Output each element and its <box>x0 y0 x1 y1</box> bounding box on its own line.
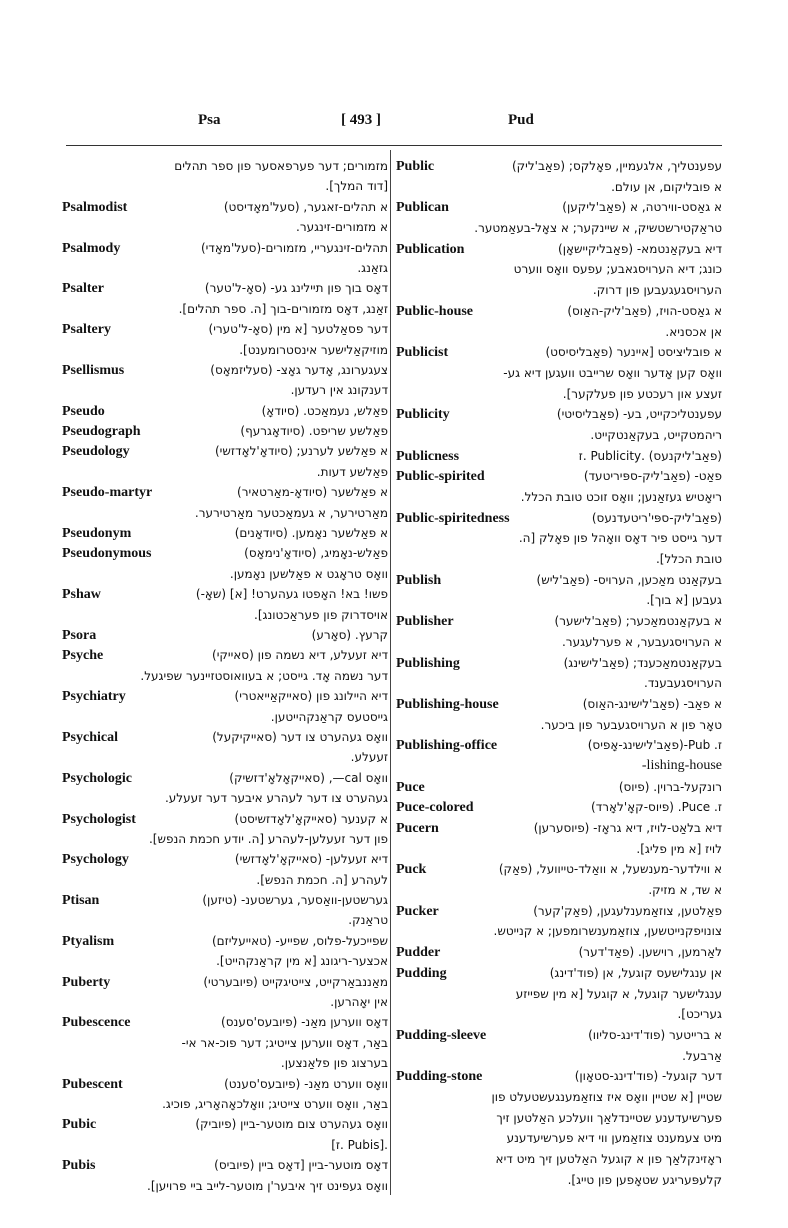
definition-text: מאַרטירער, א געמאַכטער מאַרטירער. <box>194 505 388 520</box>
definition-text: דיא זעעלע, דיא נשמה פון (סאייקי) <box>212 648 388 663</box>
entry-continuation <box>62 1053 388 1073</box>
entry-continuation <box>62 1176 388 1196</box>
definition-text: ז. Puce. (פיוס-קאָ'לאָרד) <box>591 800 722 815</box>
headword: Pseudo-martyr <box>62 485 153 501</box>
dictionary-entry <box>62 1074 388 1094</box>
definition-text: ענגלישער קוגעל, א קוגעל [א מין שפייזע <box>515 986 722 1001</box>
definition-text: תהלים-זינגעריי, מזמורים-(סעל'מאָדי) <box>200 240 388 255</box>
definition-text: א בעקאַנטמאַכער; (פאַב'לישער) <box>554 614 722 629</box>
headword: Ptyalism <box>62 933 115 949</box>
definition-text: צונויפקנייטשען, צוזאַמענשרומפען; א קנייטש. <box>493 924 722 939</box>
definition-text: פאַלטען, צוזאַמענלעגען, (פאַק'קער) <box>533 903 722 918</box>
entry-continuation <box>62 1135 388 1155</box>
dictionary-entry <box>396 404 722 425</box>
headword: Psalter <box>62 281 104 297</box>
headword: Puck <box>396 862 427 878</box>
definition-text: וואָס געהערט צו דער (סאייקיקעל) <box>212 729 388 744</box>
dictionary-entry <box>396 446 722 467</box>
headword: Psychiatry <box>62 689 126 705</box>
headword: Pseudonymous <box>62 546 152 562</box>
entry-continuation <box>396 363 722 384</box>
definition-text: דער גייסט פיר דאָס וואָהל פון פאָלק [ה. <box>518 531 722 546</box>
entry-continuation <box>396 756 722 777</box>
page-number: [ 493 ] <box>341 112 381 128</box>
entry-continuation <box>396 715 722 736</box>
definition-text: הערויסגעבענד. <box>644 676 722 691</box>
definition-text: (פאַב'ליק-ספּי'ריטעדנעס) <box>591 510 722 525</box>
entry-continuation <box>62 788 388 808</box>
definition-text: מאַננבאַרקייט, צייטיגקייט (פיובערטי) <box>203 974 388 989</box>
entry-continuation <box>396 1170 722 1191</box>
definition-text: גערשטען-וואַסער, גערשטענ- (טיזען) <box>202 893 388 908</box>
entry-continuation <box>62 1094 388 1114</box>
definition-text: בעקאַנט מאַכען, הערויס- (פאַב'ליש) <box>536 572 722 587</box>
definition-text: א פובליקום, אן עולם. <box>611 179 722 194</box>
dictionary-entry <box>62 278 388 298</box>
definition-text: מיט צעמענט צוזאַמען ווי דיא פערשיעדענע <box>506 1131 722 1146</box>
column-divider <box>390 150 391 1195</box>
definition-text: שפייכעל-פלוס, שפייע- (טאייעליזם) <box>211 933 388 948</box>
definition-text: עפענטליכקייט, בע- (פאַבליסיטי) <box>556 407 722 422</box>
definition-text: פאַלש, נעמאַכט. (סיודאָ) <box>261 403 388 418</box>
entry-continuation <box>62 747 388 767</box>
headword: Puberty <box>62 974 111 990</box>
definition-text: באַר, דאָס ווערען צייטיג; דער פוכ-אר אי- <box>181 1035 388 1050</box>
definition-text: ראָזינקלאַך פון א קוגעל האַלטען זיך מיט דיא <box>495 1152 722 1166</box>
entry-continuation <box>62 217 388 237</box>
dictionary-entry <box>396 777 722 798</box>
header-rule <box>66 145 722 146</box>
definition-text: טראַנק. <box>348 913 388 928</box>
headword: Psyche <box>62 648 104 664</box>
dictionary-entry <box>396 466 722 487</box>
definition-text: אין יאָהרען. <box>330 995 388 1010</box>
dictionary-entry <box>62 1155 388 1175</box>
headword: Pseudology <box>62 444 130 460</box>
dictionary-entry <box>396 508 722 529</box>
headword: Public-spirited <box>396 469 485 485</box>
definition-text: וואָס קען אָדער וואָס שרייבט וועגען דיא גע- <box>503 365 722 380</box>
definition-text: א ברייטער (פוד'דינג-סליוו) <box>588 1027 722 1042</box>
headword: Publishing-office <box>396 738 498 754</box>
entry-continuation <box>62 1033 388 1053</box>
headword: Pubescence <box>62 1015 131 1031</box>
dictionary-entry <box>396 694 722 715</box>
dictionary-entry <box>62 849 388 869</box>
definition-text: דיא בעקאַנטמא- (פאַבליקיישאָן) <box>558 241 722 256</box>
dictionary-entry <box>62 972 388 992</box>
headword: Publish <box>396 572 442 588</box>
definition-text: זעצע און רעכטע פון פעלקער]. <box>562 386 722 401</box>
definition-text: טראַקטירשטשיק, א שיינקער; א צאָל-בעאַמטער. <box>474 221 722 236</box>
headword: Pseudo <box>62 403 105 419</box>
definition-text: דאָס בוך פון תיילינג גע- (סאָ-ל'טער) <box>204 281 388 296</box>
definition-text: דאָס מוטער-ביין [דאָס ביין (פיוביס) <box>214 1158 388 1173</box>
headword: Public <box>396 159 435 174</box>
entry-continuation <box>62 605 388 625</box>
definition-text: א מזמורים-זינגער. <box>296 220 388 235</box>
dictionary-entry <box>62 401 388 421</box>
dictionary-entry <box>62 482 388 502</box>
dictionary-entry <box>396 942 722 963</box>
left-guide-word: Psa <box>198 112 221 128</box>
definition-text: זאַנג, דאָס מזמורים-בוך [ה. ספר תהלים]. <box>178 301 388 316</box>
definition-text: עפענטליך, אלגעמיין, פאָלקס; (פאַב'ליק) <box>511 159 722 173</box>
entry-continuation <box>62 992 388 1012</box>
dictionary-entry <box>396 859 722 880</box>
definition-text: וואָס טראָגט א פאַלשען נאָמען. <box>229 566 388 581</box>
headword: Publicness <box>396 448 460 464</box>
definition-text: דיא זעעלען- (סאייקאָ'לאָדזשי) <box>234 852 388 867</box>
definition-text: פאַלש-נאָמיג, (סיודאָ'נימאָס) <box>244 546 388 561</box>
headword: Public-spiritedness <box>396 510 510 526</box>
entry-continuation <box>396 218 722 239</box>
definition-text: קלעפּעריגע שטאָפען פון טייג]. <box>567 1172 722 1187</box>
entry-continuation <box>62 951 388 971</box>
dictionary-entry <box>396 653 722 674</box>
definition-text: ז. Pub-(פאַב'לישינג-אָפיס) <box>587 738 722 753</box>
dictionary-entry <box>396 797 722 818</box>
headword: Pubescent <box>62 1076 123 1092</box>
definition-text: א גאַסט-ווירטה, א (פאַב'ליקען) <box>562 200 722 215</box>
entry-continuation <box>62 829 388 849</box>
headword: Ptisan <box>62 893 100 909</box>
entry-continuation <box>396 1128 722 1149</box>
entry-continuation <box>62 299 388 319</box>
headword: Psaltery <box>62 322 111 338</box>
definition-text: אויסדרוק פון פעראַכטונג]. <box>254 607 388 622</box>
definition-text: פערשיעדענע שטיינדלאַך וועלכע האַלטען זיך <box>496 1110 722 1125</box>
headword: Publishing <box>396 655 460 671</box>
entry-continuation <box>396 839 722 860</box>
headword: Psychology <box>62 852 129 868</box>
entry-continuation <box>396 280 722 301</box>
dictionary-entry <box>62 727 388 747</box>
headword: Pucern <box>396 821 439 836</box>
definition-text: דיא היילונג פון (סאייקאַייאטרי) <box>234 689 388 704</box>
definition-text: וואָס ווערט מאַנ- (פיובעס'סענט) <box>224 1076 388 1091</box>
definition-text: דענקונג אין רעדען. <box>290 383 388 398</box>
dictionary-entry <box>62 1012 388 1032</box>
definition-text: א הערויסגעבער, א פערלעגער. <box>561 634 722 649</box>
definition-text: געריכט]. <box>677 1007 722 1022</box>
entry-continuation <box>396 425 722 446</box>
dictionary-entry <box>62 645 388 665</box>
definition-text: געהערט צו דער לעהרע איבער דער זעעלע. <box>164 791 388 806</box>
definition-text: פאַט- (פאַב'ליק-ספּיריטעד) <box>583 469 722 484</box>
right-column <box>396 156 722 1190</box>
headword: Pudding-stone <box>396 1069 483 1085</box>
headword: Pucker <box>396 903 439 919</box>
definition-text: פון דער זעעלען-לעהרע [ה. יודע חכמת הנפש]. <box>148 831 388 846</box>
page-header <box>64 112 722 136</box>
headword: Publican <box>396 200 449 216</box>
headword: Pudding-sleeve <box>396 1027 487 1043</box>
headword: Puce-colored <box>396 800 474 816</box>
definition-text: אן ענגלישעס קוגעל, אן (פוד'דינג) <box>549 965 722 980</box>
definition-text: א ווילדער-מענשעל, א וואַלד-טייוועל, (פאַק) <box>498 862 722 877</box>
dictionary-entry <box>62 360 388 380</box>
dictionary-entry <box>62 931 388 951</box>
headword: Psychologic <box>62 770 132 786</box>
dictionary-entry <box>62 523 388 543</box>
entry-continuation <box>62 666 388 686</box>
definition-text: א תהלים-זאגער, (סעל'מאָדיסט) <box>223 199 388 214</box>
dictionary-entry <box>62 319 388 339</box>
headword: Psora <box>62 627 97 643</box>
entry-continuation <box>396 590 722 611</box>
definition-text: טובת הכלל]. <box>655 552 722 567</box>
dictionary-entry <box>396 301 722 322</box>
entry-continuation <box>62 340 388 360</box>
dictionary-entry <box>396 611 722 632</box>
definition-text: א גאַסט-הויז, (פאַב'ליק-האַוס) <box>567 303 722 318</box>
definition-text: א קענער (סאייקאָ'לאָדזשיסט) <box>234 811 388 826</box>
right-guide-word: Pud <box>508 112 534 128</box>
entry-continuation <box>396 384 722 405</box>
dictionary-entry <box>62 543 388 563</box>
entry-continuation <box>396 1004 722 1025</box>
definition-text: דאָס ווערען מאַנ- (פיובעס'סענס) <box>221 1015 388 1030</box>
entry-continuation <box>62 258 388 278</box>
left-column <box>62 156 388 1196</box>
entry-continuation <box>396 528 722 549</box>
dictionary-entry <box>62 686 388 706</box>
headword: Publicity <box>396 407 450 423</box>
definition-text: דיא בלאַט-לויז, דיא גראָז- (פיוסערען) <box>533 821 722 835</box>
definition-text: צעגערונג, אָדער גאָצ- (סעליזמאָס) <box>210 362 388 377</box>
dictionary-entry <box>396 239 722 260</box>
dictionary-entry <box>62 1114 388 1134</box>
entry-continuation <box>62 462 388 482</box>
definition-text: דער קוגעל- (פוד'דינג-סטאָון) <box>574 1069 722 1084</box>
entry-continuation <box>396 1108 722 1129</box>
entry-continuation <box>62 870 388 890</box>
definition-text: א פאַב- (פאַב'לישינג-האַוס) <box>582 696 722 711</box>
definition-text: לעהרע [ה. חכמת הנפש]. <box>256 872 388 887</box>
headword: Pudding <box>396 965 447 981</box>
definition-text: פאַלשע שריפט. (סיודאָגרעף) <box>240 424 388 439</box>
definition-text: פשו! בא! האָפטו געהערט! [א] (שאָ-) <box>195 587 388 602</box>
entry-continuation <box>396 1149 722 1170</box>
headword: Pubis <box>62 1158 96 1174</box>
entry-continuation <box>396 921 722 942</box>
entry-continuation <box>396 259 722 280</box>
headword: Pudder <box>396 945 441 961</box>
dictionary-entry <box>396 197 722 218</box>
entry-continuation <box>62 707 388 727</box>
headword: Publishing-house <box>396 696 499 712</box>
headword: Psychical <box>62 729 118 745</box>
headword: Pshaw <box>62 587 101 603</box>
headword: Psychologist <box>62 811 136 827</box>
headword: Pseudonym <box>62 526 132 542</box>
dictionary-entry <box>62 890 388 910</box>
definition-text: אַרבעל. <box>682 1048 722 1063</box>
definition-text: ריאָטיש געזאַנען; וואָס זוכט טובת הכלל. <box>520 490 722 504</box>
dictionary-entry <box>396 342 722 363</box>
dictionary-entry <box>396 963 722 984</box>
entry-continuation <box>62 176 388 196</box>
dictionary-entry <box>396 570 722 591</box>
dictionary-entry <box>62 441 388 461</box>
entry-continuation <box>396 1087 722 1108</box>
dictionary-entry <box>62 238 388 258</box>
definition-text: ריהמטקייט, בעקאַנטקייט. <box>590 427 722 442</box>
dictionary-entry <box>62 625 388 645</box>
dictionary-entry <box>396 735 722 756</box>
entry-continuation <box>396 1046 722 1067</box>
entry-continuation <box>396 322 722 343</box>
definition-text: לאַרמען, רוישען. (פאַד'דער) <box>578 945 722 960</box>
headword: Publisher <box>396 614 454 630</box>
definition-text: פאַלשע דעות. <box>316 464 388 479</box>
headword: Public-house <box>396 303 474 319</box>
definition-text: גייסטעס קראַנקהייטען. <box>270 709 388 724</box>
definition-text: קרעץ. (סאָרע) <box>311 627 388 642</box>
definition-text: לויז [א מין פליג]. <box>636 841 722 856</box>
entry-continuation <box>396 549 722 570</box>
definition-text: -lishing-house <box>641 757 722 773</box>
definition-text: אן אכסניא. <box>665 324 722 339</box>
dictionary-entry <box>396 818 722 839</box>
entry-continuation <box>62 564 388 584</box>
headword: Pseudograph <box>62 424 141 440</box>
dictionary-entry <box>62 768 388 788</box>
headword: Psalmodist <box>62 199 128 215</box>
entry-continuation <box>396 177 722 198</box>
entry-continuation <box>62 503 388 523</box>
definition-text: .[Pubis .ז] <box>331 1137 388 1152</box>
dictionary-entry <box>396 901 722 922</box>
definition-text: הערויסגעגעבען פון דרוק. <box>592 283 722 298</box>
definition-text: [דוד המלך]. <box>325 179 388 194</box>
entry-continuation <box>62 380 388 400</box>
definition-text: דער פסאַלטער [א מין (סאָ-ל'טערי) <box>208 322 388 337</box>
headword: Psalmody <box>62 240 121 256</box>
definition-text: (פאַב'ליקנעס) .Publicity .ז <box>578 448 722 463</box>
definition-text: וואָס געהערט צום מוטער-ביין (פיוביק) <box>195 1117 388 1132</box>
entry-continuation <box>396 880 722 901</box>
dictionary-entry <box>396 1025 722 1046</box>
entry-continuation <box>62 910 388 930</box>
definition-text: וואָס cal—, (סאייקאָלאָ'דזשיק) <box>229 770 388 785</box>
definition-text: אכצער-ריגונג [א מין קראַנקהייט]. <box>216 954 388 969</box>
definition-text: כונג; דיא הערויסגאבע; עפעס וואָס ווערט <box>513 262 722 277</box>
definition-text: א פאַלשער נאָמען. (סיודאָנים) <box>234 526 388 541</box>
definition-text: א פובליציסט [איינער (פאַבליסיסט) <box>545 345 722 360</box>
definition-text: בערצוג פון פלאַנצען. <box>280 1056 388 1071</box>
entry-continuation <box>396 984 722 1005</box>
definition-text: זעעלע. <box>350 750 388 765</box>
definition-text: א פאַלשער (סיודאָ-מאַרטאיר) <box>237 485 388 500</box>
definition-text: מוזיקאַלישער אינסטרומענט]. <box>239 342 388 357</box>
headword: Publicist <box>396 345 449 361</box>
definition-text: טאָר פון א הערויסגעבער פון ביכער. <box>540 717 722 732</box>
entry-continuation <box>396 673 722 694</box>
dictionary-entry <box>62 421 388 441</box>
definition-text: גזאַנג. <box>357 260 388 275</box>
entry-continuation <box>62 156 388 176</box>
headword: Psellismus <box>62 362 125 378</box>
dictionary-entry <box>396 1066 722 1087</box>
definition-text: א שד, א מזיק. <box>648 883 722 898</box>
headword: Puce <box>396 779 425 795</box>
definition-text: א פאַלשע לערנע; (סיודאָ'לאָדזשי) <box>215 444 388 459</box>
entry-continuation <box>396 632 722 653</box>
dictionary-entry <box>396 156 722 177</box>
definition-text: רונקעל-ברוין. (פיוס) <box>618 779 722 794</box>
entry-continuation <box>396 487 722 508</box>
dictionary-entry <box>62 809 388 829</box>
definition-text: בעקאַנטמאַכענד; (פאַב'לישינג) <box>563 655 722 670</box>
dictionary-entry <box>62 197 388 217</box>
definition-text: געבען [א בוך]. <box>646 593 722 608</box>
headword: Publication <box>396 241 465 257</box>
dictionary-entry <box>62 584 388 604</box>
definition-text: באַר, וואָס ווערט צייטיג; וואָלכאָהאָריג, פוכיג. <box>162 1096 388 1111</box>
definition-text: דער נשמה אָד. גייסט; א בעוואוסטזיינער שפיגעל. <box>140 668 388 683</box>
definition-text: וואָס געפינט זיך איבער'ן מוטער-לייב ביי פרויען]. <box>147 1178 388 1193</box>
headword: Pubic <box>62 1117 97 1133</box>
definition-text: שטיין [א שטיין וואָס איז צוזאַמענגעשטעלט פון <box>491 1089 722 1104</box>
definition-text: מזמורים; דער פערפאסער פון ספר תהלים <box>174 159 388 173</box>
